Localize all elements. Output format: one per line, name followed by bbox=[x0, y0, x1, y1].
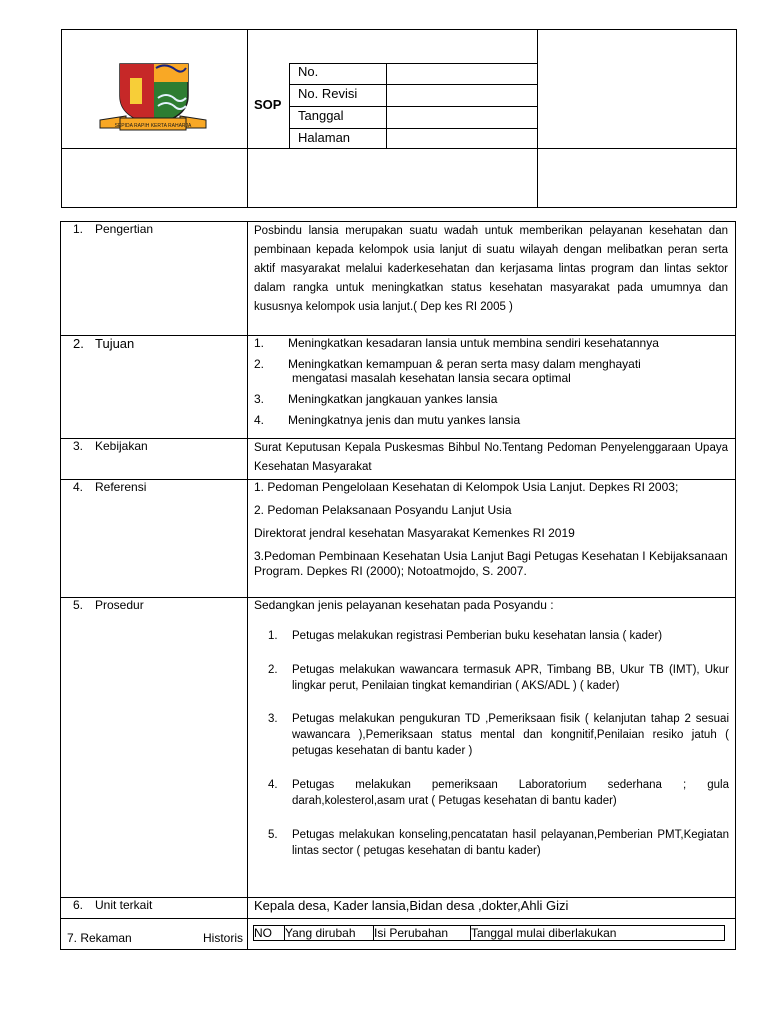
row-kebijakan bbox=[61, 439, 736, 480]
content-tujuan bbox=[248, 336, 736, 439]
sop-grid-mid bbox=[386, 63, 387, 148]
prosedur-item: 4. Petugas melakukan pemeriksaan Laboratorium sederhana ; gula darah,kolesterol,asam urat ( Petugas kesehatan di bantu kader) bbox=[268, 779, 729, 807]
prosedur-item: 5. Petugas melakukan konseling,pencatatan hasil pelayanan,Pemberian PMT,Kegiatan lintas sector ( petugas kesehatan di bantu kader) bbox=[268, 829, 729, 857]
tujuan-item: 4. Meningkatnya jenis dan mutu yankes lansia bbox=[254, 413, 521, 427]
row-pengertian bbox=[61, 222, 736, 336]
row-tujuan bbox=[61, 336, 736, 439]
history-col-isi-perubahan: Isi Perubahan bbox=[374, 926, 471, 941]
history-col-no: NO bbox=[254, 926, 285, 941]
sop-grid-row1 bbox=[289, 84, 537, 85]
content-rekaman bbox=[248, 919, 736, 950]
field-no-revisi: No. Revisi bbox=[298, 86, 358, 101]
referensi-item: Direktorat jendral kesehatan Masyarakat Kemenkes RI 2019 bbox=[254, 526, 575, 540]
field-no: No. bbox=[298, 64, 319, 79]
regency-emblem-icon bbox=[96, 58, 210, 132]
sop-label: SOP bbox=[254, 97, 282, 112]
header-divider-right bbox=[537, 29, 538, 208]
sop-grid-row3 bbox=[289, 128, 537, 129]
content-prosedur bbox=[248, 598, 736, 898]
content-referensi bbox=[248, 480, 736, 598]
history-header-row bbox=[254, 926, 725, 941]
prosedur-item: 1. Petugas melakukan registrasi Pemberian buku kesehatan lansia ( kader) bbox=[268, 630, 663, 642]
label-referensi: 4. Referensi bbox=[61, 480, 248, 598]
logo-motto: SEPIDA RAPIH KERTA RAHARJA bbox=[114, 123, 192, 129]
header-divider-left bbox=[247, 29, 248, 208]
prosedur-intro: Sedangkan jenis pelayanan kesehatan pada Posyandu : bbox=[254, 598, 554, 612]
referensi-item: 2. Pedoman Pelaksanaan Posyandu Lanjut Usia bbox=[254, 503, 512, 517]
row-prosedur bbox=[61, 598, 736, 898]
tujuan-item: 3. Meningkatkan jangkauan yankes lansia bbox=[254, 392, 498, 406]
tujuan-item: 2. Meningkatkan kemampuan & peran serta masy dalam menghayati bbox=[254, 357, 641, 371]
label-tujuan: 2. Tujuan bbox=[61, 336, 248, 439]
tujuan-item: 1. Meningkatkan kesadaran lansia untuk membina sendiri kesehatannya bbox=[254, 336, 659, 350]
field-tanggal: Tanggal bbox=[298, 108, 344, 123]
sop-grid-left bbox=[289, 63, 290, 148]
sop-content-table bbox=[60, 221, 736, 950]
historis-label: Historis bbox=[202, 931, 243, 945]
sop-grid-top bbox=[289, 63, 537, 64]
regency-logo bbox=[96, 58, 210, 132]
unit-terkait-text: Kepala desa, Kader lansia,Bidan desa ,dokter,Ahli Gizi bbox=[254, 898, 569, 913]
content-pengertian bbox=[248, 222, 736, 336]
pengertian-text: Posbindu lansia merupakan suatu wadah untuk memberikan pelayanan kesehatan dan pembinaan kepada kelompok usia lanjut di suatu wilayah dengan melibatkan peran serta aktif masyarakat melalui kaderkesehatan dan kerjasama lintas program dan lintas sektor dalam rangka untuk meningkatkan status kesehatan masyarakat pada umumnya dan kususnya kelompok usia lanjut.( Dep kes RI 2005 ) bbox=[254, 225, 728, 313]
header-divider-bottom bbox=[61, 148, 737, 149]
history-table bbox=[253, 925, 725, 941]
label-unit-terkait: 6. Unit terkait bbox=[61, 898, 248, 919]
prosedur-item: 3. Petugas melakukan pengukuran TD ,Pemeriksaan fisik ( kelanjutan tahap 2 sesuai wawancara ),Pemeriksaan status mental dan kongnitif,Penilaian resiko jatuh ( petugas kesehatan di bantu kader ) bbox=[268, 713, 729, 757]
rekaman-label: 7. Rekaman bbox=[67, 931, 132, 945]
history-col-yang-dirubah: Yang dirubah bbox=[285, 926, 374, 941]
content-kebijakan bbox=[248, 439, 736, 480]
label-kebijakan: 3. Kebijakan bbox=[61, 439, 248, 480]
label-prosedur: 5. Prosedur bbox=[61, 598, 248, 898]
content-unit-terkait bbox=[248, 898, 736, 919]
referensi-item: 3.Pedoman Pembinaan Kesehatan Usia Lanjut Bagi Petugas Kesehatan I Kebijaksanaan Program. Depkes RI (2000); Notoatmojdo, S. 2007. bbox=[254, 549, 728, 578]
label-rekaman bbox=[61, 919, 248, 950]
row-rekaman bbox=[61, 919, 736, 950]
row-referensi bbox=[61, 480, 736, 598]
prosedur-item: 2. Petugas melakukan wawancara termasuk APR, Timbang BB, Ukur TB (IMT), Ukur lingkar perut, Penilaian tingkat kemandirian ( AKS/ADL ) ( kader) bbox=[268, 664, 729, 692]
field-halaman: Halaman bbox=[298, 130, 351, 145]
tujuan-item-cont: mengatasi masalah kesehatan lansia secara optimal bbox=[292, 371, 571, 385]
label-pengertian: 1. Pengertian bbox=[61, 222, 248, 336]
referensi-item: 1. Pedoman Pengelolaan Kesehatan di Kelompok Usia Lanjut. Depkes RI 2003; bbox=[254, 480, 679, 494]
row-unit-terkait bbox=[61, 898, 736, 919]
kebijakan-text: Surat Keputusan Kepala Puskesmas Bihbul No.Tentang Pedoman Penyelenggaraan Upaya Kesehatan Masyarakat bbox=[254, 442, 728, 473]
history-col-tanggal: Tanggal mulai diberlakukan bbox=[471, 926, 725, 941]
sop-grid-row2 bbox=[289, 106, 537, 107]
